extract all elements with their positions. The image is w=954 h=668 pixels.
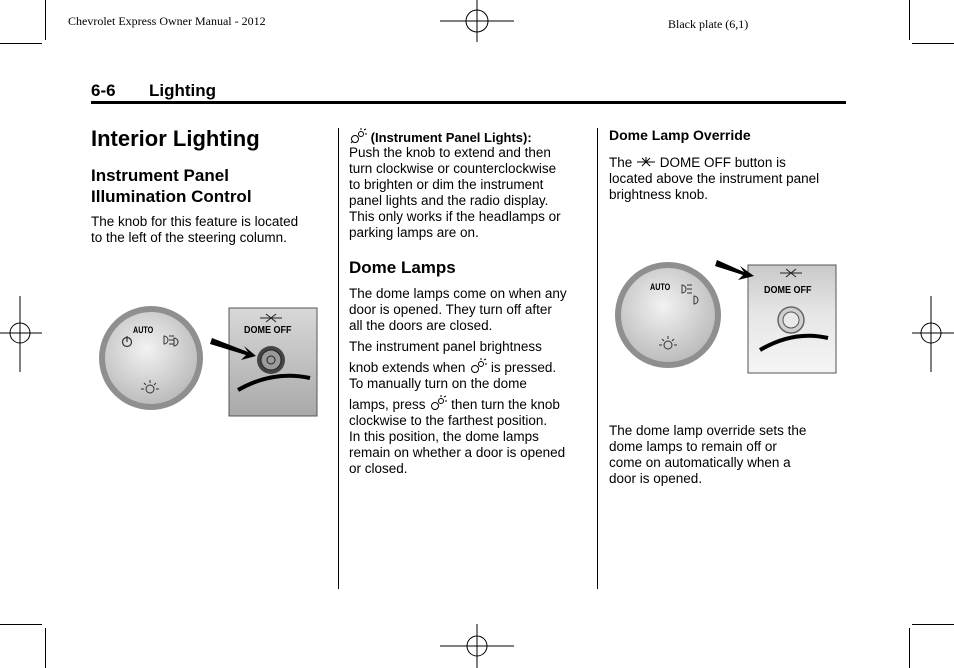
instrument-panel-lights-label: (Instrument Panel Lights):: [370, 130, 532, 145]
crop-mark: [0, 624, 42, 625]
paragraph: [609, 155, 819, 203]
text-line: to brighten or dim the instrument: [349, 177, 544, 192]
headlamp-switch-drawing: [98, 306, 320, 418]
text-line: all the doors are closed.: [349, 318, 493, 333]
crop-mark: [0, 43, 42, 44]
text-line: Push the knob to extend and then: [349, 145, 551, 160]
text-span: knob extends when: [349, 360, 466, 375]
instrument-panel-lights-icon: [429, 395, 447, 411]
text-line: The knob for this feature is located: [91, 214, 299, 229]
text-span: lamps, press: [349, 397, 426, 412]
registration-mark-top: [440, 0, 516, 44]
crop-mark: [45, 0, 46, 40]
dome-off-switch-drawing: [614, 252, 840, 376]
subsection-title-line: Instrument Panel: [91, 166, 229, 185]
text-line: This only works if the headlamps or: [349, 209, 561, 224]
auto-label: AUTO: [650, 282, 671, 292]
text-line: [349, 395, 565, 413]
dome-off-label: DOME OFF: [764, 285, 812, 296]
crop-mark: [45, 628, 46, 668]
text-line: [349, 358, 565, 376]
section-number: 6-6: [91, 81, 116, 100]
text-line: [609, 155, 819, 171]
crop-mark: [912, 43, 954, 44]
subsection-title-line: Illumination Control: [91, 187, 252, 206]
running-header-title: Chevrolet Express Owner Manual - 2012: [68, 14, 266, 28]
running-header-plate: Black plate (6,1): [668, 17, 749, 31]
text-line: To manually turn on the dome: [349, 376, 527, 391]
section-title: Lighting: [149, 81, 217, 100]
text-line: door is opened. They turn off after: [349, 302, 552, 317]
subsection-title: [91, 165, 252, 207]
text-line: The dome lamps come on when any: [349, 286, 567, 301]
column-divider: [597, 128, 598, 589]
paragraph: [349, 145, 561, 241]
text-line: door is opened.: [609, 471, 703, 486]
page-title: Interior Lighting: [91, 126, 260, 151]
text-line: remain on whether a door is opened: [349, 445, 566, 460]
dome-lamps-heading: Dome Lamps: [349, 258, 456, 277]
registration-mark-right: [910, 296, 954, 372]
text-span: The: [609, 155, 633, 170]
registration-mark-left: [0, 296, 44, 372]
registration-mark-bottom: [440, 622, 516, 668]
dome-lamp-override-heading: Dome Lamp Override: [609, 127, 751, 143]
dome-off-label: DOME OFF: [244, 325, 292, 336]
paragraph: [91, 214, 298, 246]
section-rule: [91, 101, 846, 104]
instrument-panel-lights-icon: [469, 358, 487, 374]
text-line: dome lamps to remain off or: [609, 439, 777, 454]
text-line: to the left of the steering column.: [91, 230, 287, 245]
text-line: come on automatically when a: [609, 455, 791, 470]
instrument-panel-lights-icon: [349, 128, 367, 144]
text-span: then turn the knob: [451, 397, 560, 412]
text-line: The instrument panel brightness: [349, 339, 542, 354]
dome-off-switch-illustration: [614, 252, 840, 376]
paragraph: [349, 339, 565, 477]
text-line: panel lights and the radio display.: [349, 193, 549, 208]
paragraph: [349, 286, 567, 334]
headlamp-switch-illustration: [98, 306, 320, 418]
crop-mark: [909, 0, 910, 40]
text-span: DOME OFF button is: [659, 155, 786, 170]
text-line: clockwise to the farthest position.: [349, 413, 548, 428]
text-line: located above the instrument panel: [609, 171, 820, 186]
text-line: turn clockwise or counterclockwise: [349, 161, 557, 176]
text-line: In this position, the dome lamps: [349, 429, 539, 444]
text-line: parking lamps are on.: [349, 225, 479, 240]
column-divider: [338, 128, 339, 589]
instrument-panel-lights-entry: [349, 128, 561, 241]
text-line: The dome lamp override sets the: [609, 423, 807, 438]
crop-mark: [909, 628, 910, 668]
auto-label: AUTO: [133, 325, 154, 335]
dome-off-icon: [636, 157, 656, 169]
text-line: brightness knob.: [609, 187, 709, 202]
text-span: is pressed.: [490, 360, 557, 375]
instrument-panel-lights-heading: [349, 128, 561, 145]
crop-mark: [912, 624, 954, 625]
paragraph: [609, 423, 806, 487]
text-line: or closed.: [349, 461, 408, 476]
